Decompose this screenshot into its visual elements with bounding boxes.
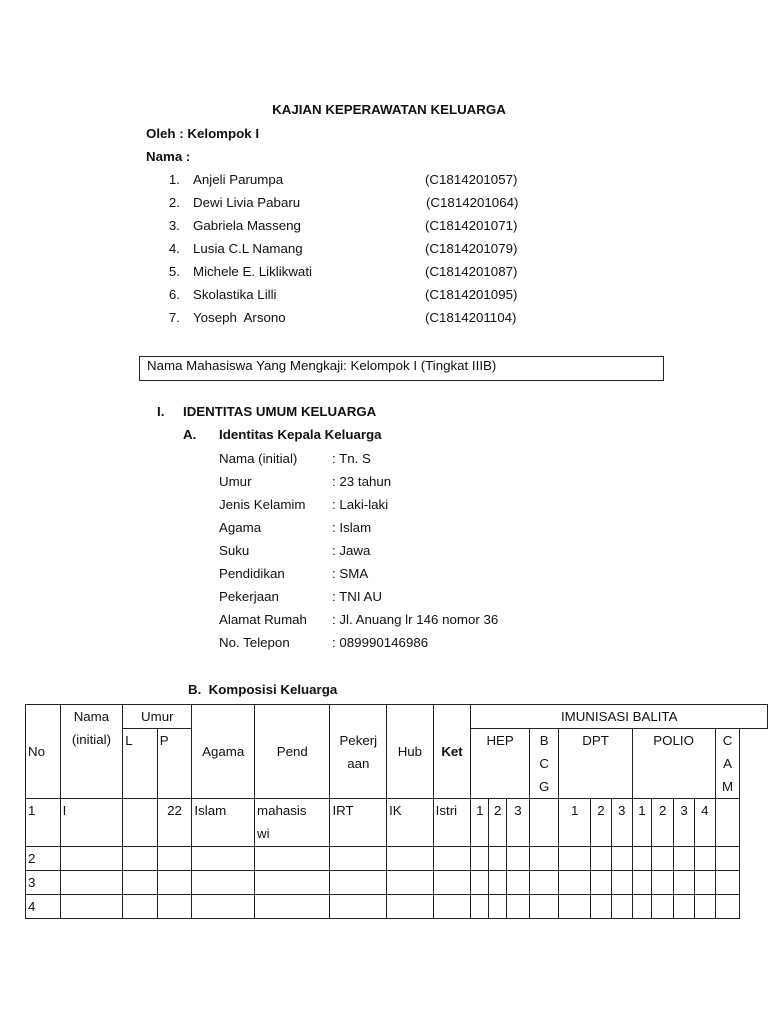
member-number: 1. bbox=[168, 172, 180, 187]
member-number: 2. bbox=[168, 195, 180, 210]
header-ket: Ket bbox=[433, 705, 471, 799]
oleh-text: Oleh : Kelompok I bbox=[146, 126, 260, 141]
header-imunisasi: IMUNISASI BALITA bbox=[471, 705, 768, 729]
cell-nama: I bbox=[60, 799, 123, 847]
member-nim: (C1814201071) bbox=[425, 218, 518, 233]
field-label: Alamat Rumah bbox=[219, 612, 307, 627]
section-a-number: A. bbox=[183, 427, 197, 442]
field-value: : SMA bbox=[332, 566, 369, 581]
member-name: Skolastika Lilli bbox=[193, 287, 277, 302]
section-1-title: IDENTITAS UMUM KELUARGA bbox=[183, 404, 377, 419]
table-row bbox=[26, 871, 768, 895]
header-cam-letter: M bbox=[722, 779, 734, 794]
cell-dpt-3: 3 bbox=[611, 799, 632, 847]
cell-ket: Istri bbox=[433, 799, 471, 847]
nama-label: Nama : bbox=[146, 149, 191, 164]
field-label: Suku bbox=[219, 543, 250, 558]
cell-no: 3 bbox=[26, 871, 61, 895]
member-nim: (C1814201064) bbox=[426, 195, 519, 210]
header-nama bbox=[60, 705, 123, 799]
member-name: Yoseph Arsono bbox=[193, 310, 286, 325]
member-name: Lusia C.L Namang bbox=[193, 241, 303, 256]
header-p: P bbox=[157, 729, 192, 799]
header-pend: Pend bbox=[255, 705, 330, 799]
section-1-number: I. bbox=[157, 404, 165, 419]
cell-polio-2: 2 bbox=[652, 799, 674, 847]
komposisi-keluarga-table bbox=[25, 704, 768, 919]
table-row bbox=[26, 895, 768, 919]
member-nim: (C1814201079) bbox=[425, 241, 518, 256]
cell-pend-line2: wi bbox=[257, 826, 270, 841]
table-row bbox=[26, 847, 768, 871]
cell-bcg bbox=[529, 799, 559, 847]
mengkaji-box bbox=[139, 356, 664, 381]
cell-polio-3: 3 bbox=[674, 799, 695, 847]
field-value: : Jl. Anuang lr 146 nomor 36 bbox=[332, 612, 499, 627]
cell-hub: IK bbox=[387, 799, 434, 847]
member-nim: (C1814201087) bbox=[425, 264, 518, 279]
header-nama-line1: Nama bbox=[73, 709, 110, 724]
field-label: Umur bbox=[219, 474, 252, 489]
field-label: Agama bbox=[219, 520, 262, 535]
field-value: : 23 tahun bbox=[332, 474, 392, 489]
member-number: 4. bbox=[168, 241, 180, 256]
table-row bbox=[26, 799, 768, 847]
header-cam-letter: A bbox=[723, 756, 733, 771]
member-nim: (C1814201104) bbox=[425, 310, 517, 325]
cell-cam bbox=[715, 799, 740, 847]
cell-pend-line1: mahasis bbox=[257, 803, 307, 818]
header-hub: Hub bbox=[387, 705, 434, 799]
header-pekerjaan bbox=[330, 705, 387, 799]
field-label: Pekerjaan bbox=[219, 589, 279, 604]
cell-p: 22 bbox=[157, 799, 192, 847]
header-bcg-letter: G bbox=[538, 779, 550, 794]
field-label: Jenis Kelamim bbox=[219, 497, 306, 512]
cell-hep-3: 3 bbox=[507, 799, 530, 847]
header-dpt: DPT bbox=[559, 729, 632, 799]
field-label: No. Telepon bbox=[219, 635, 290, 650]
page-title: KAJIAN KEPERAWATAN KELUARGA bbox=[272, 102, 506, 117]
member-nim: (C1814201057) bbox=[425, 172, 518, 187]
header-umur: Umur bbox=[123, 705, 192, 729]
field-value: : Islam bbox=[332, 520, 372, 535]
field-value: : Jawa bbox=[332, 543, 371, 558]
member-number: 3. bbox=[168, 218, 180, 233]
cell-hep-1: 1 bbox=[471, 799, 489, 847]
cell-pekerjaan: IRT bbox=[330, 799, 387, 847]
field-value: : 089990146986 bbox=[332, 635, 429, 650]
member-number: 5. bbox=[168, 264, 180, 279]
table-header-row bbox=[26, 705, 768, 729]
header-hep: HEP bbox=[471, 729, 529, 799]
member-nim: (C1814201095) bbox=[425, 287, 518, 302]
header-bcg-letter: B bbox=[539, 733, 549, 748]
cell-no: 1 bbox=[26, 799, 61, 847]
cell-no: 2 bbox=[26, 847, 61, 871]
member-name: Michele E. Liklikwati bbox=[193, 264, 312, 279]
header-polio: POLIO bbox=[632, 729, 715, 799]
member-number: 7. bbox=[168, 310, 180, 325]
cell-agama: Islam bbox=[192, 799, 255, 847]
cell-pend bbox=[255, 799, 330, 847]
member-name: Dewi Livia Pabaru bbox=[193, 195, 301, 210]
section-b-title: B. Komposisi Keluarga bbox=[188, 682, 338, 697]
header-bcg-letter: C bbox=[539, 756, 549, 771]
mengkaji-text: Nama Mahasiswa Yang Mengkaji: Kelompok I (Tingkat IIIB) bbox=[147, 358, 497, 373]
member-name: Gabriela Masseng bbox=[193, 218, 301, 233]
cell-polio-1: 1 bbox=[632, 799, 652, 847]
cell-no: 4 bbox=[26, 895, 61, 919]
header-pekerjaan-line1: Pekerj bbox=[339, 732, 378, 748]
header-no: No bbox=[26, 705, 61, 799]
field-value: : Laki-laki bbox=[332, 497, 389, 512]
cell-dpt-2: 2 bbox=[591, 799, 612, 847]
field-label: Nama (initial) bbox=[219, 451, 298, 466]
header-agama: Agama bbox=[192, 705, 255, 799]
section-a-title: Identitas Kepala Keluarga bbox=[219, 427, 382, 442]
header-bcg bbox=[529, 729, 559, 799]
cell-hep-2: 2 bbox=[489, 799, 507, 847]
header-l: L bbox=[123, 729, 158, 799]
field-value: : Tn. S bbox=[332, 451, 371, 466]
header-pekerjaan-line2: aan bbox=[347, 755, 370, 771]
header-cam bbox=[715, 729, 740, 799]
field-label: Pendidikan bbox=[219, 566, 285, 581]
cell-polio-4: 4 bbox=[694, 799, 715, 847]
cell-l bbox=[123, 799, 158, 847]
header-cam-letter: C bbox=[722, 733, 733, 748]
header-nama-line2: (initial) bbox=[71, 732, 112, 747]
cell-dpt-1: 1 bbox=[559, 799, 591, 847]
member-number: 6. bbox=[168, 287, 180, 302]
member-name: Anjeli Parumpa bbox=[193, 172, 284, 187]
field-value: : TNI AU bbox=[332, 589, 382, 604]
